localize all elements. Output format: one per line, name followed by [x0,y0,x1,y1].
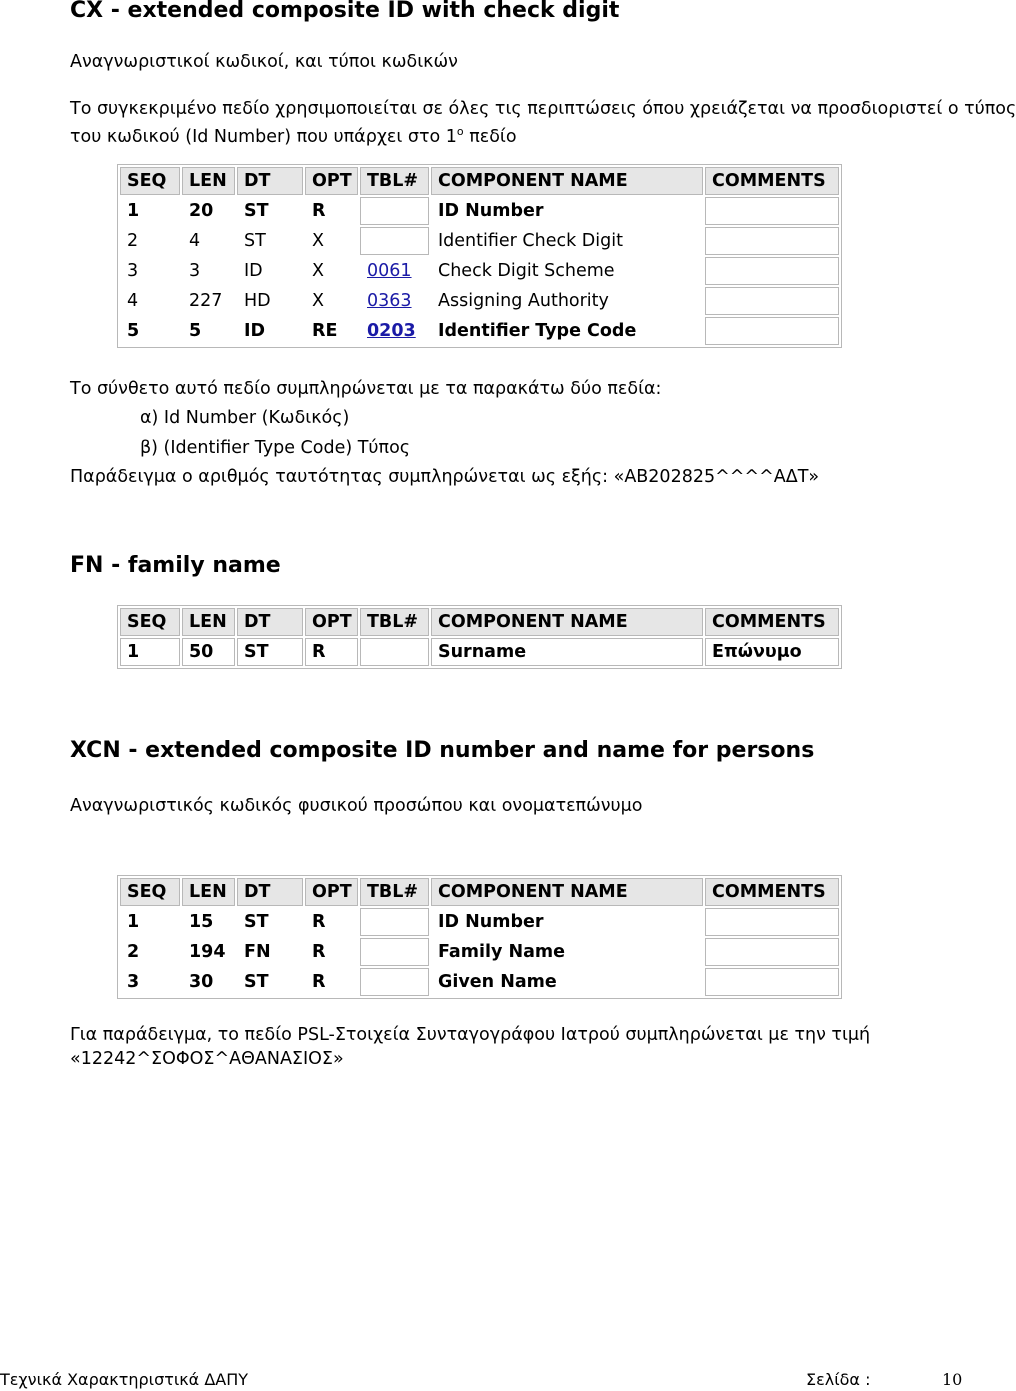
header-dt: DT [237,878,303,906]
cx-section-title: CX - extended composite ID with check digit [70,0,620,23]
cell-dt: HD [237,287,303,315]
cx-note-item-b: β) (Identifier Type Code) Τύπος [140,438,411,458]
cell-component-name: Surname [431,638,703,666]
cell-opt: R [305,908,358,936]
xcn-example-line2: «12242^ΣΟΦΟΣ^ΑΘΑΝΑΣΙΟΣ» [70,1049,344,1069]
cell-dt: ST [237,638,303,666]
cell-dt: ST [237,227,303,255]
cell-seq: 2 [120,938,180,966]
cell-opt: X [305,257,358,285]
table-row [120,908,839,936]
header-seq: SEQ [120,608,180,636]
cell-component-name: ID Number [431,197,703,225]
cell-len: 3 [182,257,235,285]
table-header-row [120,608,839,636]
header-component-name: COMPONENT NAME [431,608,703,636]
cell-comments: Επώνυμο [705,638,839,666]
table-header-row [120,878,839,906]
cell-comments [705,197,839,225]
cell-tbl [360,257,429,285]
header-comments: COMMENTS [705,608,839,636]
cell-seq: 1 [120,197,180,225]
cx-description-line1: Το συγκεκριμένο πεδίο χρησιμοποιείται σε όλες τις περιπτώσεις όπου χρειάζεται να προσδιοριστεί ο τύπος [70,99,1016,119]
table-row [120,227,839,255]
footer-page-number: 10 [942,1370,963,1389]
table-row [120,638,839,666]
cx-note-item-a: α) Id Number (Κωδικός) [140,408,350,428]
cell-tbl [360,968,429,996]
header-dt: DT [237,167,303,195]
footer-page-label: Σελίδα : [806,1370,871,1389]
cell-opt: R [305,197,358,225]
cell-len: 50 [182,638,235,666]
cell-seq: 1 [120,638,180,666]
cell-dt: ID [237,317,303,345]
cell-tbl [360,638,429,666]
cell-dt: ID [237,257,303,285]
cell-component-name: Identifier Type Code [431,317,703,345]
table-row [120,938,839,966]
cell-len: 194 [182,938,235,966]
cell-component-name: Family Name [431,938,703,966]
header-tbl: TBL# [360,608,429,636]
cell-len: 20 [182,197,235,225]
cell-dt: ST [237,908,303,936]
xcn-example-line1: Για παράδειγμα, το πεδίο PSL-Στοιχεία Συνταγογράφου Ιατρού συμπληρώνεται με την τιμή [70,1025,871,1045]
cell-tbl [360,287,429,315]
header-comments: COMMENTS [705,167,839,195]
header-seq: SEQ [120,167,180,195]
xcn-subtitle: Αναγνωριστικός κωδικός φυσικού προσώπου και ονοματεπώνυμο [70,796,643,816]
cell-seq: 1 [120,908,180,936]
cell-tbl [360,197,429,225]
header-comments: COMMENTS [705,878,839,906]
fn-section-title: FN - family name [70,553,281,578]
table-row [120,287,839,315]
header-dt: DT [237,608,303,636]
header-seq: SEQ [120,878,180,906]
cell-seq: 5 [120,317,180,345]
header-tbl: TBL# [360,167,429,195]
table-row [120,197,839,225]
header-component-name: COMPONENT NAME [431,167,703,195]
cell-len: 15 [182,908,235,936]
cell-len: 30 [182,968,235,996]
cell-opt: RE [305,317,358,345]
table-0363-link[interactable]: 0363 [367,291,412,311]
header-opt: OPT [305,608,358,636]
cell-tbl [360,227,429,255]
cx-note-intro: Το σύνθετο αυτό πεδίο συμπληρώνεται με τα παρακάτω δύο πεδία: [70,379,662,399]
cx-description-line2: του κωδικού (Id Number) που υπάρχει στο $1^o$ πεδίο [70,125,517,147]
cell-len: 227 [182,287,235,315]
table-row [120,968,839,996]
table-0203-link[interactable]: 0203 [367,321,416,341]
fn-component-table [117,605,842,669]
cell-seq: 2 [120,227,180,255]
cell-seq: 3 [120,257,180,285]
cell-component-name: Check Digit Scheme [431,257,703,285]
footer-document-title: Τεχνικά Χαρακτηριστικά ΔΑΠΥ [0,1370,249,1389]
cell-component-name: Assigning Authority [431,287,703,315]
cell-seq: 3 [120,968,180,996]
cell-comments [705,938,839,966]
header-len: LEN [182,167,235,195]
cell-comments [705,908,839,936]
table-row [120,317,839,345]
cell-len: 4 [182,227,235,255]
cell-comments [705,257,839,285]
cell-opt: X [305,227,358,255]
header-opt: OPT [305,167,358,195]
cell-seq: 4 [120,287,180,315]
cell-len: 5 [182,317,235,345]
cell-component-name: Identifier Check Digit [431,227,703,255]
header-len: LEN [182,878,235,906]
cell-component-name: ID Number [431,908,703,936]
cell-comments [705,317,839,345]
header-len: LEN [182,608,235,636]
cell-comments [705,227,839,255]
cell-dt: ST [237,197,303,225]
cell-opt: R [305,968,358,996]
cell-tbl [360,317,429,345]
xcn-section-title: XCN - extended composite ID number and name for persons [70,738,815,763]
table-0061-link[interactable]: 0061 [367,261,412,281]
xcn-component-table [117,875,842,999]
table-row [120,257,839,285]
cell-opt: R [305,938,358,966]
cell-tbl [360,908,429,936]
cell-tbl [360,938,429,966]
header-component-name: COMPONENT NAME [431,878,703,906]
cx-component-table [117,164,842,348]
cell-comments [705,968,839,996]
cell-opt: X [305,287,358,315]
cell-opt: R [305,638,358,666]
header-opt: OPT [305,878,358,906]
table-header-row [120,167,839,195]
cx-example: Παράδειγμα ο αριθμός ταυτότητας συμπληρώνεται ως εξής: «ΑΒ202825^^^^ΑΔΤ» [70,467,820,487]
cx-subtitle: Αναγνωριστικοί κωδικοί, και τύποι κωδικών [70,52,458,72]
header-tbl: TBL# [360,878,429,906]
cell-dt: ST [237,968,303,996]
cell-comments [705,287,839,315]
cell-component-name: Given Name [431,968,703,996]
cell-dt: FN [237,938,303,966]
